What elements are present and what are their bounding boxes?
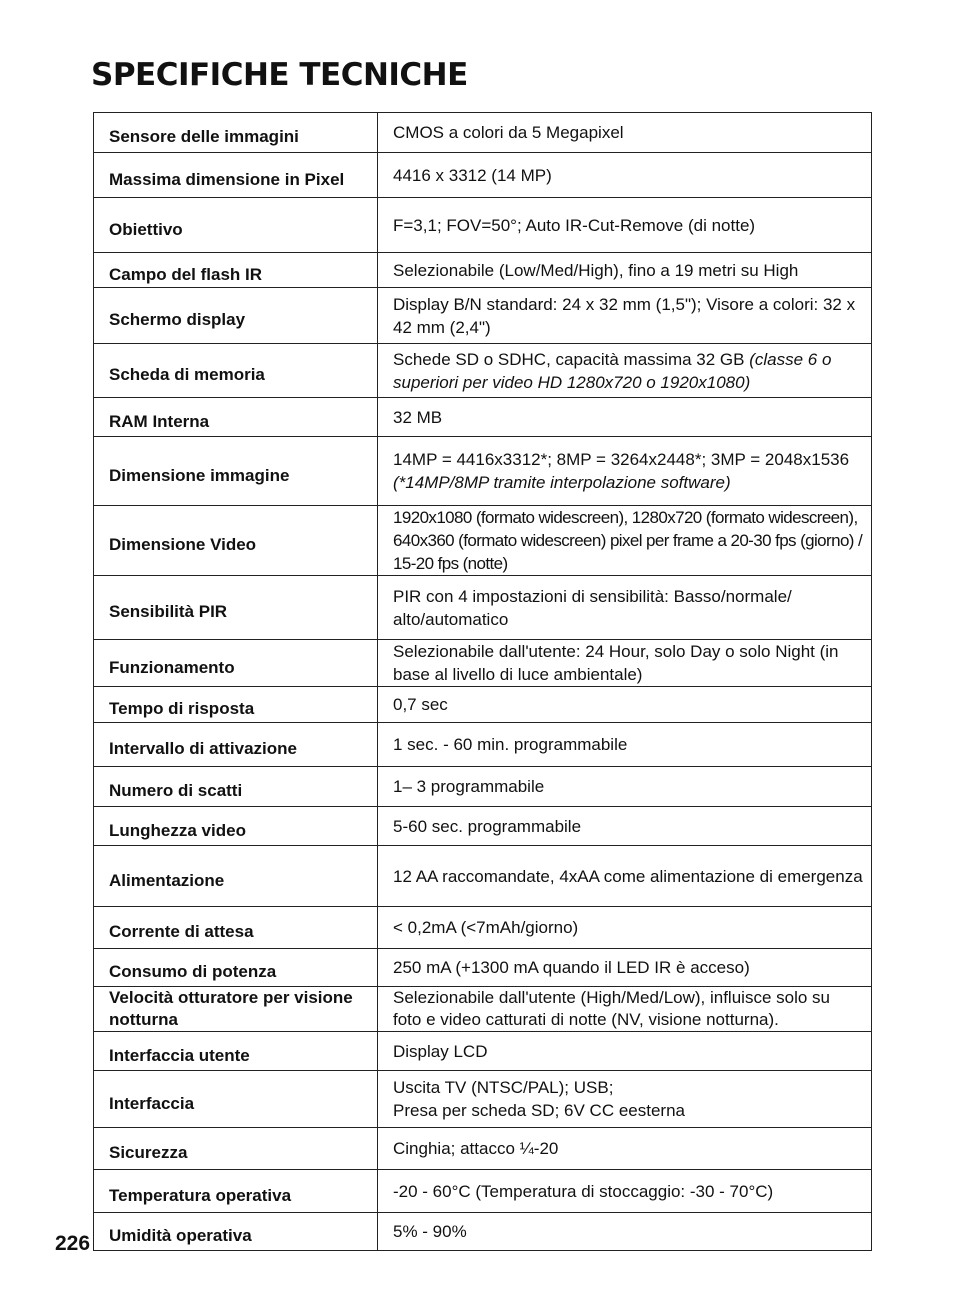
table-row	[94, 949, 872, 987]
spec-label: Numero di scatti	[94, 767, 378, 807]
spec-value: 5% - 90%	[378, 1213, 872, 1251]
table-row	[94, 1071, 872, 1128]
spec-label: Dimensione immagine	[94, 437, 378, 506]
page-title: SPECIFICHE TECNICHE	[91, 57, 468, 93]
spec-value: -20 - 60°C (Temperatura di stoccaggio: -30 - 70°C)	[378, 1170, 872, 1213]
spec-value-line2: Presa per scheda SD; 6V CC eesterna	[393, 1101, 685, 1120]
table-row	[94, 1128, 872, 1170]
spec-value: PIR con 4 impostazioni di sensibilità: Basso/normale/ alto/automatico	[378, 576, 872, 640]
spec-label: Corrente di attesa	[94, 907, 378, 949]
spec-label: Lunghezza video	[94, 807, 378, 846]
spec-value-text: Schede SD o SDHC, capacità massima 32 GB	[393, 349, 750, 369]
spec-value: 250 mA (+1300 mA quando il LED IR è acceso)	[378, 949, 872, 987]
spec-value	[378, 344, 872, 398]
table-row	[94, 846, 872, 907]
spec-value: Display LCD	[378, 1032, 872, 1071]
spec-value	[378, 437, 872, 506]
table-row	[94, 723, 872, 767]
table-row	[94, 198, 872, 253]
spec-label: Interfaccia	[94, 1071, 378, 1128]
spec-value: Selezionabile (Low/Med/High), fino a 19 metri su High	[378, 253, 872, 288]
table-row	[94, 288, 872, 344]
table-row	[94, 253, 872, 288]
spec-label: Dimensione Video	[94, 506, 378, 576]
table-row	[94, 807, 872, 846]
spec-label: Obiettivo	[94, 198, 378, 253]
spec-value: 1 sec. - 60 min. programmabile	[378, 723, 872, 767]
spec-label: Sensibilità PIR	[94, 576, 378, 640]
spec-value-note: (*14MP/8MP tramite interpolazione software)	[393, 473, 731, 492]
spec-label: Campo del flash IR	[94, 253, 378, 288]
spec-value: 1– 3 programmabile	[378, 767, 872, 807]
table-row	[94, 767, 872, 807]
table-row	[94, 344, 872, 398]
spec-label: RAM Interna	[94, 398, 378, 437]
spec-label: Alimentazione	[94, 846, 378, 907]
spec-label: Umidità operativa	[94, 1213, 378, 1251]
page-number: 226	[55, 1232, 91, 1255]
spec-value: 0,7 sec	[378, 687, 872, 723]
spec-value: Selezionabile dall'utente: 24 Hour, solo Day o solo Night (in base al livello di luce ambientale)	[378, 640, 872, 687]
table-row	[94, 576, 872, 640]
spec-label: Sensore delle immagini	[94, 113, 378, 153]
spec-label: Schermo display	[94, 288, 378, 344]
table-row	[94, 1213, 872, 1251]
spec-value: 4416 x 3312 (14 MP)	[378, 153, 872, 198]
spec-label: Interfaccia utente	[94, 1032, 378, 1071]
table-row	[94, 687, 872, 723]
spec-label: Temperatura operativa	[94, 1170, 378, 1213]
table-row	[94, 398, 872, 437]
table-row	[94, 113, 872, 153]
spec-value-text: 14MP = 4416x3312*; 8MP = 3264x2448*; 3MP = 2048x1536	[393, 450, 850, 469]
spec-value-note: (classe 6 o superiori per video HD 1280x720 o 1920x1080)	[393, 349, 832, 392]
spec-value: F=3,1; FOV=50°; Auto IR-Cut-Remove (di notte)	[378, 198, 872, 253]
spec-value: 5-60 sec. programmabile	[378, 807, 872, 846]
table-row	[94, 1032, 872, 1071]
spec-value-line1: Uscita TV (NTSC/PAL); USB;	[393, 1078, 614, 1097]
table-row	[94, 907, 872, 949]
spec-value: 32 MB	[378, 398, 872, 437]
spec-label: Velocità otturatore per visione notturna	[94, 987, 378, 1032]
spec-value: Selezionabile dall'utente (High/Med/Low), influisce solo su foto e video catturati di notte (NV, visione notturna).	[378, 987, 872, 1032]
spec-value: Display B/N standard: 24 x 32 mm (1,5"); Visore a colori: 32 x 42 mm (2,4")	[378, 288, 872, 344]
spec-label: Massima dimensione in Pixel	[94, 153, 378, 198]
spec-label: Funzionamento	[94, 640, 378, 687]
spec-value: 1920x1080 (formato widescreen), 1280x720 (formato widescreen), 640x360 (formato widescreen) pixel per frame a 20-30 fps (giorno) / 15-20 fps (notte)	[378, 506, 872, 576]
table-row	[94, 506, 872, 576]
table-row	[94, 1170, 872, 1213]
spec-label: Tempo di risposta	[94, 687, 378, 723]
spec-value: CMOS a colori da 5 Megapixel	[378, 113, 872, 153]
spec-value: Cinghia; attacco ¼-20	[378, 1128, 872, 1170]
table-row	[94, 437, 872, 506]
spec-value: < 0,2mA (<7mAh/giorno)	[378, 907, 872, 949]
table-row	[94, 153, 872, 198]
spec-label: Sicurezza	[94, 1128, 378, 1170]
spec-value	[378, 1071, 872, 1128]
specifications-table	[93, 112, 872, 1251]
table-row	[94, 987, 872, 1032]
spec-label: Scheda di memoria	[94, 344, 378, 398]
spec-label: Consumo di potenza	[94, 949, 378, 987]
table-row	[94, 640, 872, 687]
spec-label: Intervallo di attivazione	[94, 723, 378, 767]
spec-value: 12 AA raccomandate, 4xAA come alimentazione di emergenza	[378, 846, 872, 907]
